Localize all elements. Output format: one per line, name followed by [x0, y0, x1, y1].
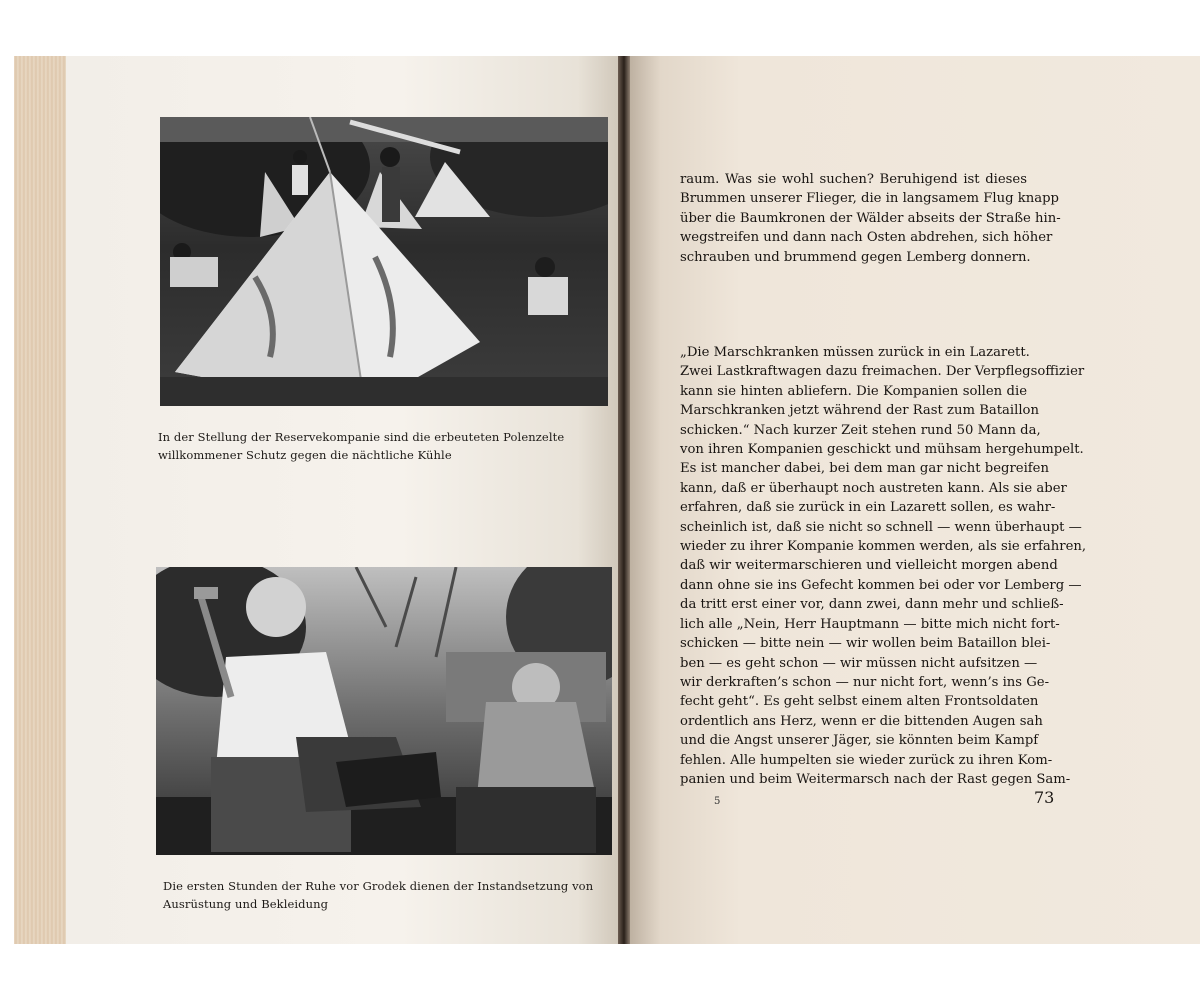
- photo-caption-1: In der Stellung der Reservekompanie sind die erbeuteten Polenzelte willkommener Schutz gegen die nächtliche Kühle: [158, 430, 565, 462]
- text-line: lich alle „Nein, Herr Hauptmann — bitte mich nicht fort-: [680, 616, 1060, 632]
- page-edges: [14, 56, 66, 944]
- text-line: Zwei Lastkraftwagen dazu freimachen. Der Verpflegsoffizier: [680, 364, 1085, 380]
- page-number: 73: [1034, 788, 1055, 807]
- photo-caption-2: Die ersten Stunden der Ruhe vor Grodek dienen der Instandsetzung von Ausrüstung und Bekleidung: [163, 879, 594, 911]
- text-line: Es ist mancher dabei, bei dem man gar nicht begreifen: [680, 461, 1049, 477]
- text-line: „Die Marschkranken müssen zurück in ein Lazarett.: [680, 345, 1030, 360]
- text-line: scheinlich ist, daß sie nicht so schnell — wenn überhaupt —: [680, 519, 1082, 535]
- text-line: Marschkranken jetzt während der Rast zum Bataillon: [680, 403, 1039, 419]
- text-line: Brummen unserer Flieger, die in langsamem Flug knapp: [680, 191, 1059, 207]
- text-line: schicken — bitte nein — wir wollen beim Bataillon blei-: [680, 636, 1051, 652]
- text-line: fecht geht“. Es geht selbst einem alten Frontsoldaten: [680, 694, 1039, 710]
- text-line: wir derkraften’s schon — nur nicht fort, wenn’s ins Ge-: [680, 674, 1050, 690]
- text-line: kann, daß er überhaupt noch austreten kann. Als sie aber: [680, 480, 1067, 496]
- book-gutter: [618, 56, 630, 944]
- text-line: dann ohne sie ins Gefecht kommen bei oder vor Lemberg —: [680, 577, 1082, 593]
- paragraph-2: [680, 343, 1087, 789]
- text-line: raum. Was sie wohl suchen? Beruhigend ist dieses: [680, 172, 1027, 187]
- photo-repairs: [156, 567, 612, 855]
- text-line: schrauben und brummend gegen Lemberg donnern.: [680, 249, 1031, 265]
- text-line: und die Angst unserer Jäger, sie könnten beim Kampf: [680, 733, 1039, 749]
- text-line: panien und beim Weitermarsch nach der Rast gegen Sam-: [680, 771, 1071, 787]
- text-line: erfahren, daß sie zurück in ein Lazarett sollen, es wahr-: [680, 500, 1056, 516]
- text-line: über die Baumkronen der Wälder abseits der Straße hin-: [680, 210, 1061, 226]
- text-line: ben — es geht schon — wir müssen nicht aufsitzen —: [680, 655, 1038, 671]
- text-line: fehlen. Alle humpelten sie wieder zurück zu ihren Kom-: [680, 752, 1053, 768]
- text-line: wegstreifen und dann nach Osten abdrehen, sich höher: [680, 230, 1053, 246]
- text-line: kann sie hinten abliefern. Die Kompanien sollen die: [680, 383, 1027, 399]
- text-line: ordentlich ans Herz, wenn er die bittenden Augen sah: [680, 713, 1043, 729]
- text-line: daß wir weitermarschieren und vielleicht morgen abend: [680, 558, 1058, 574]
- text-line: wieder zu ihrer Kompanie kommen werden, als sie erfahren,: [680, 539, 1087, 555]
- printer-signature: 5: [714, 796, 721, 807]
- text-line: schicken.“ Nach kurzer Zeit stehen rund 50 Mann da,: [680, 422, 1041, 438]
- text-line: von ihren Kompanien geschickt und mühsam hergehumpelt.: [680, 442, 1084, 458]
- text-line: da tritt erst einer vor, dann zwei, dann mehr und schließ-: [680, 597, 1064, 613]
- photo-tents: [160, 117, 608, 406]
- paragraph-1: [680, 170, 1061, 267]
